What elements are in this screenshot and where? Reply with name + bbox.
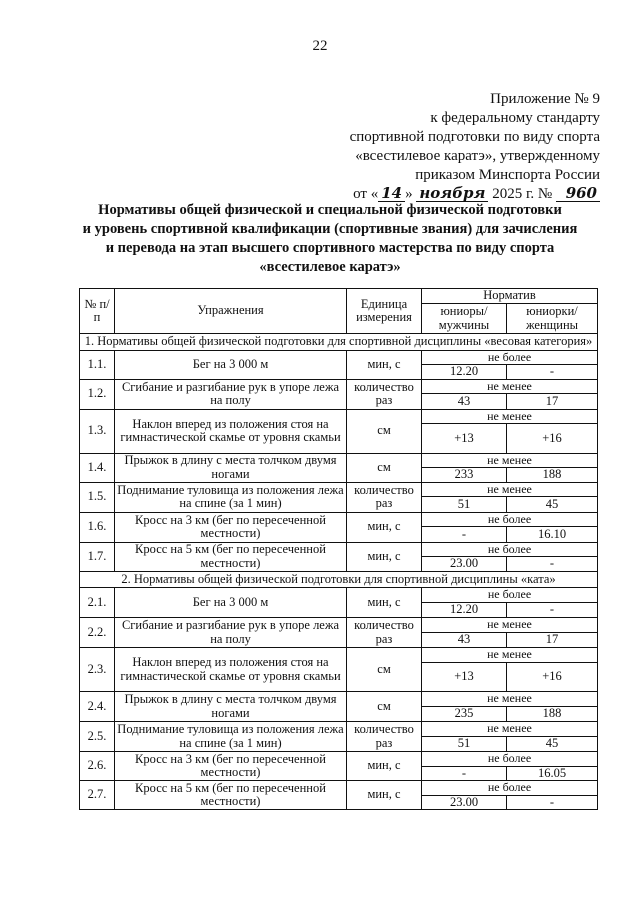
value-men: 235	[422, 706, 507, 722]
exercise-name: Кросс на 3 км (бег по пересеченной местности)	[115, 512, 347, 542]
table-row	[80, 482, 598, 497]
row-number: 2.1.	[80, 588, 115, 618]
norm-condition: не менее	[422, 722, 598, 737]
appendix-line-5: приказом Минспорта России	[415, 167, 600, 183]
value-men: +13	[422, 424, 507, 454]
section-title: 1. Нормативы общей физической подготовки для спортивной дисциплины «весовая категория»	[80, 334, 598, 351]
row-number: 1.6.	[80, 512, 115, 542]
header-num: № п/п	[80, 289, 115, 334]
value-women: -	[507, 557, 598, 572]
table-row	[80, 542, 598, 557]
unit: см	[347, 692, 422, 722]
value-men: 23.00	[422, 795, 507, 810]
unit: количество раз	[347, 482, 422, 512]
value-women: -	[507, 602, 598, 618]
header-exercise: Упражнения	[115, 289, 347, 334]
unit: см	[347, 409, 422, 453]
table-row	[80, 453, 598, 468]
appendix-header	[310, 90, 600, 204]
value-men: 51	[422, 736, 507, 752]
header-norm: Норматив	[422, 289, 598, 304]
value-men: 12.20	[422, 602, 507, 618]
value-men: -	[422, 527, 507, 543]
header-women: юниорки/ женщины	[507, 304, 598, 334]
date-prefix: от «	[353, 186, 379, 202]
title-line-1: Нормативы общей физической и специальной физической подготовки	[98, 202, 562, 218]
norm-condition: не более	[422, 542, 598, 557]
norm-condition: не менее	[422, 453, 598, 468]
exercise-name: Наклон вперед из положения стоя на гимнастической скамье от уровня скамьи	[115, 648, 347, 692]
row-number: 1.7.	[80, 542, 115, 571]
exercise-name: Прыжок в длину с места толчком двумя ногами	[115, 692, 347, 722]
unit: см	[347, 453, 422, 482]
table-row	[80, 379, 598, 394]
title-line-2: и уровень спортивной квалификации (спортивные звания) для зачисления	[82, 221, 578, 237]
unit: мин, с	[347, 512, 422, 542]
norm-condition: не менее	[422, 692, 598, 707]
table-row	[80, 692, 598, 707]
norm-condition: не менее	[422, 379, 598, 394]
row-number: 2.6.	[80, 752, 115, 781]
norm-condition: не более	[422, 752, 598, 767]
value-women: +16	[507, 662, 598, 692]
title-line-4: «всестилевое каратэ»	[259, 259, 401, 275]
table-row	[80, 781, 598, 796]
value-women: 188	[507, 468, 598, 483]
value-women: 16.10	[507, 527, 598, 543]
value-women: -	[507, 795, 598, 810]
value-men: 43	[422, 394, 507, 410]
section-row	[80, 334, 598, 351]
exercise-name: Сгибание и разгибание рук в упоре лежа на полу	[115, 379, 347, 409]
exercise-name: Поднимание туловища из положения лежа на спине (за 1 мин)	[115, 482, 347, 512]
value-women: 45	[507, 497, 598, 513]
value-women: +16	[507, 424, 598, 454]
norm-condition: не более	[422, 512, 598, 527]
exercise-name: Бег на 3 000 м	[115, 350, 347, 379]
value-women: 16.05	[507, 766, 598, 781]
norm-condition: не менее	[422, 648, 598, 663]
unit: мин, с	[347, 752, 422, 781]
exercise-name: Кросс на 5 км (бег по пересеченной местности)	[115, 781, 347, 810]
section-title: 2. Нормативы общей физической подготовки для спортивной дисциплины «ката»	[80, 571, 598, 588]
value-men: +13	[422, 662, 507, 692]
exercise-name: Бег на 3 000 м	[115, 588, 347, 618]
value-men: 23.00	[422, 557, 507, 572]
row-number: 2.7.	[80, 781, 115, 810]
date-day: 14	[378, 186, 405, 202]
order-number: 960	[556, 186, 600, 202]
table-row	[80, 409, 598, 424]
row-number: 1.2.	[80, 379, 115, 409]
value-men: 51	[422, 497, 507, 513]
exercise-name: Поднимание туловища из положения лежа на спине (за 1 мин)	[115, 722, 347, 752]
value-men: -	[422, 766, 507, 781]
value-men: 233	[422, 468, 507, 483]
row-number: 1.5.	[80, 482, 115, 512]
value-men: 12.20	[422, 365, 507, 380]
table-row	[80, 722, 598, 737]
table-row	[80, 618, 598, 633]
exercise-name: Наклон вперед из положения стоя на гимнастической скамье от уровня скамьи	[115, 409, 347, 453]
title-line-3: и перевода на этап высшего спортивного мастерства по виду спорта	[105, 240, 555, 256]
row-number: 2.5.	[80, 722, 115, 752]
unit: мин, с	[347, 350, 422, 379]
exercise-name: Прыжок в длину с места толчком двумя ногами	[115, 453, 347, 482]
page-number: 22	[312, 38, 328, 54]
unit: количество раз	[347, 722, 422, 752]
exercise-name: Сгибание и разгибание рук в упоре лежа на полу	[115, 618, 347, 648]
table-row	[80, 350, 598, 365]
norm-condition: не менее	[422, 618, 598, 633]
norm-condition: не более	[422, 781, 598, 796]
table-row	[80, 588, 598, 603]
unit: мин, с	[347, 588, 422, 618]
header-men: юниоры/ мужчины	[422, 304, 507, 334]
row-number: 2.3.	[80, 648, 115, 692]
value-women: 17	[507, 394, 598, 410]
value-women: 188	[507, 706, 598, 722]
unit: см	[347, 648, 422, 692]
unit: мин, с	[347, 542, 422, 571]
norm-condition: не более	[422, 588, 598, 603]
table-row	[80, 648, 598, 663]
row-number: 2.4.	[80, 692, 115, 722]
unit: количество раз	[347, 618, 422, 648]
section-row	[80, 571, 598, 588]
value-men: 43	[422, 632, 507, 648]
table-row	[80, 752, 598, 767]
header-unit: Единица измерения	[347, 289, 422, 334]
appendix-line-2: к федеральному стандарту	[430, 110, 600, 126]
date-mid: »	[405, 186, 413, 202]
appendix-line-3: спортивной подготовки по виду спорта	[349, 129, 600, 145]
value-women: 45	[507, 736, 598, 752]
row-number: 1.3.	[80, 409, 115, 453]
date-year: 2025 г. №	[492, 186, 553, 202]
date-month: ноября	[416, 186, 488, 202]
norm-condition: не менее	[422, 409, 598, 424]
appendix-line-1: Приложение № 9	[490, 91, 600, 107]
value-women: -	[507, 365, 598, 380]
norm-condition: не менее	[422, 482, 598, 497]
row-number: 2.2.	[80, 618, 115, 648]
row-number: 1.1.	[80, 350, 115, 379]
value-women: 17	[507, 632, 598, 648]
norm-condition: не более	[422, 350, 598, 365]
norms-table	[79, 288, 598, 810]
document-title	[60, 201, 600, 277]
exercise-name: Кросс на 3 км (бег по пересеченной местности)	[115, 752, 347, 781]
row-number: 1.4.	[80, 453, 115, 482]
unit: количество раз	[347, 379, 422, 409]
unit: мин, с	[347, 781, 422, 810]
table-row	[80, 512, 598, 527]
exercise-name: Кросс на 5 км (бег по пересеченной местности)	[115, 542, 347, 571]
appendix-line-4: «всестилевое каратэ», утвержденному	[355, 148, 600, 164]
